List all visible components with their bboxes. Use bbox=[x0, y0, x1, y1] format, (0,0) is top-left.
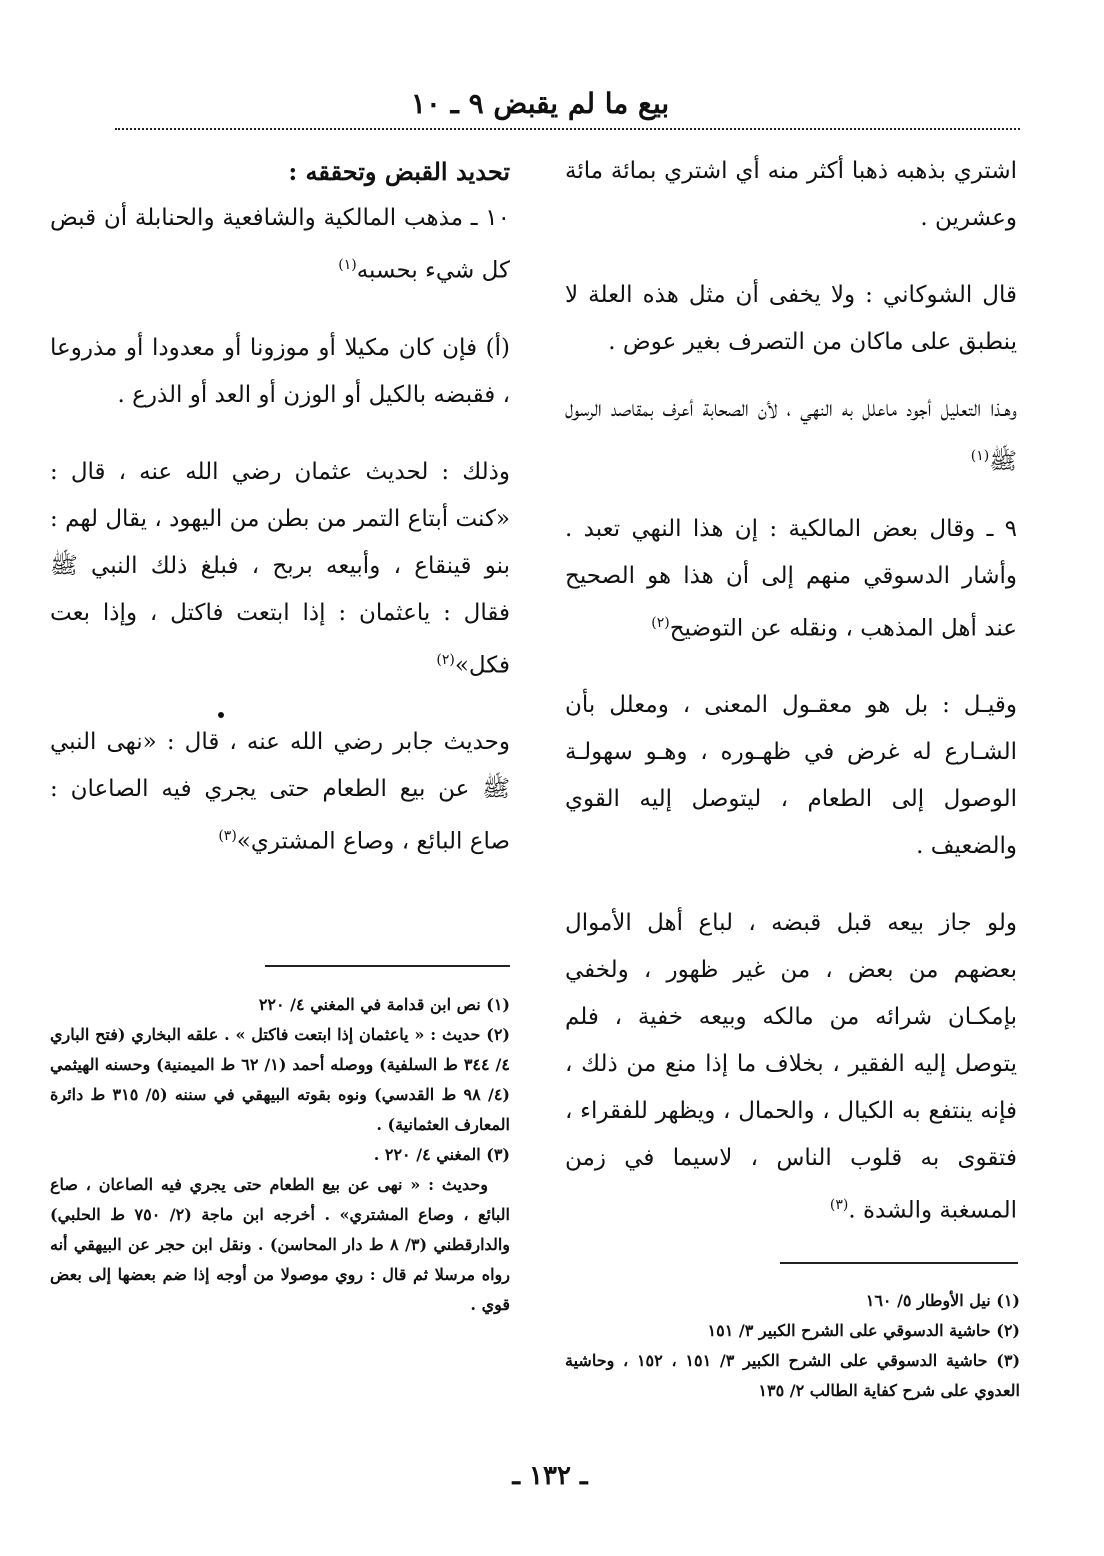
footnote-ref: (١) bbox=[338, 257, 357, 273]
footnote-divider-right bbox=[780, 1262, 1018, 1264]
right-paragraph-3-text: وهـذا التعليل أجود ماعلل به النهي ، لأن الصحابة أعرف بمقاصد الرسول ﷺ bbox=[565, 396, 1017, 475]
footnotes-left bbox=[50, 990, 510, 1320]
left-paragraph-4-text: وحديث جابر رضي الله عنه ، قال : «نهى النبي ﷺ عن بيع الطعام حتى يجري فيه الصاعان : صاع البائع ، وصاع المشتري» bbox=[50, 729, 510, 855]
footnote-ref: (٢) bbox=[436, 651, 455, 668]
right-column bbox=[565, 148, 1017, 1235]
left-paragraph-3 bbox=[50, 449, 510, 690]
right-paragraph-6 bbox=[565, 900, 1017, 1235]
left-paragraph-4 bbox=[50, 719, 510, 866]
right-paragraph-4 bbox=[565, 506, 1017, 653]
page-number: ـ ١٣٢ ـ bbox=[512, 1461, 588, 1491]
left-paragraph-1 bbox=[50, 195, 510, 295]
left-column bbox=[50, 148, 510, 866]
page-header-title: بيع ما لم يقبض ٩ ـ ١٠ bbox=[410, 87, 670, 120]
right-paragraph-6-text: ولو جاز بيعه قبل قبضه ، لباع أهل الأموال بعضهم من بعض ، من غير ظهور ، ولخفي بإمكـان شرائه من مالكه وبيعه خفية ، فلم يتوصل إليه الفقير ، بخلاف ما إذا منع من ذلك ، فإنه ينتفع به الكيال ، والحمال ، ويظهر للفقراء ، فتقوى به قلوب الناس ، لاسيما في زمن المسغبة والشدة . bbox=[565, 910, 1017, 1224]
footnote-left-2: (٢) حديث : « ياعثمان إذا ابتعت فاكتل » . علقه البخاري (فتح الباري ٤/ ٣٤٤ ط السلفية) ووصله أحمد (١/ ٦٢ ط الميمنية) وحسنه الهيثمي (٤/ ٩٨ ط القدسي) ونوه بقوته البيهقي في سننه (٥/ ٣١٥ ط دائرة المعارف العثمانية) . bbox=[50, 1025, 510, 1134]
footnote-divider-left bbox=[265, 965, 510, 967]
footnote-left-1: (١) نص ابن قدامة في المغني ٤/ ٢٢٠ bbox=[258, 995, 510, 1014]
left-paragraph-1-text: ١٠ ـ مذهب المالكية والشافعية والحنابلة أن قبض كل شيء بحسبه bbox=[50, 205, 510, 284]
right-paragraph-3 bbox=[565, 386, 1017, 486]
footnote-ref: (١) bbox=[970, 448, 990, 464]
right-paragraph-4-text: ٩ ـ وقال بعض المالكية : إن هذا النهي تعبد . وأشار الدسوقي منهم إلى أن هذا هو الصحيح عند أهل المذهب ، ونقله عن التوضيح bbox=[565, 515, 1017, 642]
footnote-left-3: (٣) المغني ٤/ ٢٢٠ . bbox=[373, 1145, 510, 1164]
right-paragraph-1: اشتري بذهبه ذهبا أكثر منه أي اشتري بمائة مائة وعشرين . bbox=[565, 158, 1017, 231]
right-paragraph-5: وقيـل : بل هو معقـول المعنى ، ومعلل بأن الشـارع له غرض في ظهـوره ، وهـو سهولـة الوصول إلى الطعام ، ليتوصل إليه القوي والضعيف . bbox=[565, 692, 1017, 860]
footnote-right-1: (١) نيل الأوطار ٥/ ١٦٠ bbox=[865, 1291, 1020, 1310]
footnote-right-3: (٣) حاشية الدسوقي على الشرح الكبير ٣/ ١٥١ ، ١٥٢ ، وحاشية العدوي على شرح كفاية الطالب ٢/ ١٣٥ bbox=[565, 1351, 1021, 1400]
footnote-right-2: (٢) حاشية الدسوقي على الشرح الكبير ٣/ ١٥١ bbox=[707, 1321, 1020, 1340]
header-divider bbox=[115, 128, 1020, 130]
left-paragraph-3-text: وذلك : لحديث عثمان رضي الله عنه ، قال : «كنت أبتاع التمر من بطن من اليهود ، يقال لهم : بنو قينقاع ، وأبيعه بربح ، فبلغ ذلك النبي ﷺ فقال : ياعثمان : إذا ابتعت فاكتل ، وإذا بعت فكل» bbox=[50, 458, 510, 679]
section-heading: تحديد القبض وتحققه : bbox=[288, 157, 510, 186]
footnote-ref: (٣) bbox=[829, 1197, 849, 1214]
left-paragraph-2: (أ) فإن كان مكيلا أو موزونا أو معدودا أو مذروعا ، فقبضه بالكيل أو الوزن أو العد أو الذرع . bbox=[50, 334, 510, 408]
stray-dot bbox=[218, 712, 224, 718]
footnotes-right bbox=[565, 1286, 1020, 1406]
footnote-left-4: وحديث : « نهى عن بيع الطعام حتى يجري فيه الصاعان ، صاع البائع ، وصاع المشتري» . أخرجه ابن ماجة (٢/ ٧٥٠ ط الحلبي) والدارقطني (٣/ ٨ ط دار المحاسن) . ونقل ابن حجر عن البيهقي أنه رواه مرسلا ثم قال : روي موصولا من أوجه إذا ضم بعضها إلى بعض قوي . bbox=[50, 1175, 511, 1314]
right-paragraph-2: قال الشوكاني : ولا يخفى أن مثل هذه العلة لا ينطبق على ماكان من التصرف بغير عوض . bbox=[565, 282, 1017, 355]
footnote-ref: (٢) bbox=[651, 614, 670, 631]
footnote-ref: (٣) bbox=[218, 828, 237, 845]
